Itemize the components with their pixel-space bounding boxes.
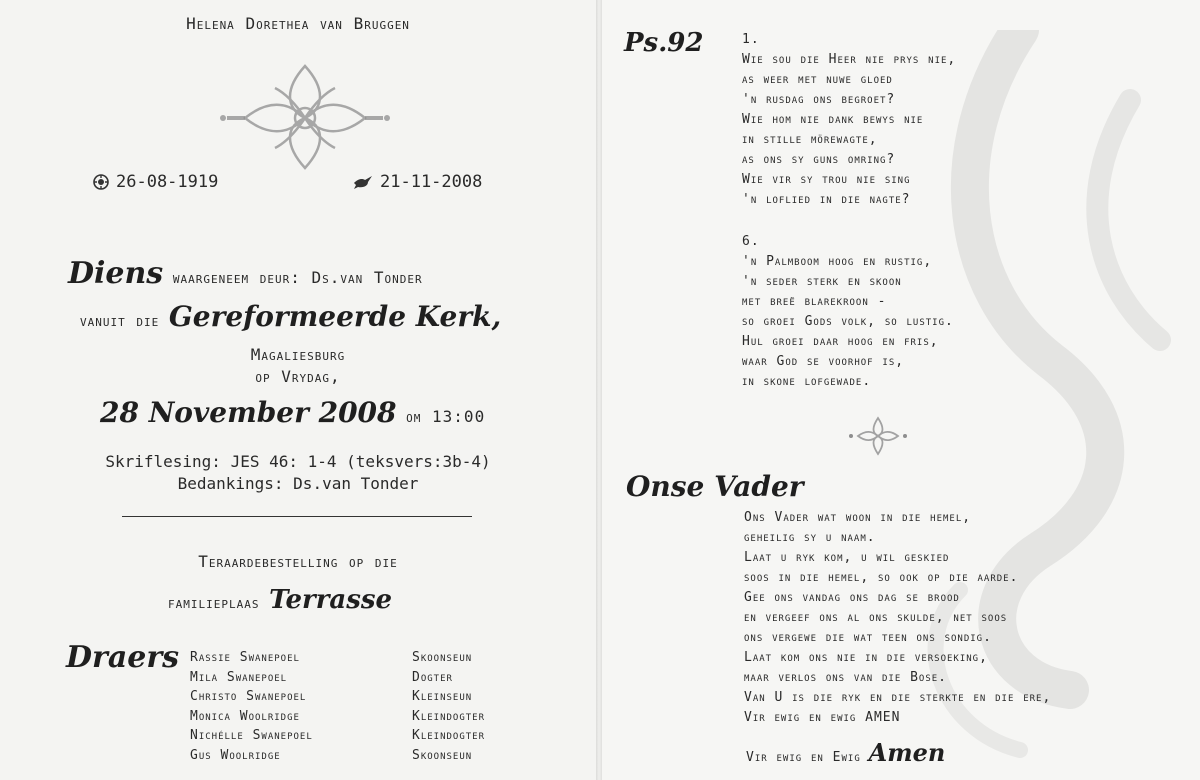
pallbearer-relations bbox=[412, 648, 485, 765]
prayer-line: Gee ons vandag ons dag se brood bbox=[744, 590, 960, 605]
date-script: 28 November 2008 bbox=[100, 396, 397, 429]
list-item: Kleindogter bbox=[412, 708, 486, 724]
list-item: Nichélle Swanepoel bbox=[190, 728, 313, 743]
from-text: vanuit die bbox=[80, 311, 160, 330]
psalm-verse-1 bbox=[742, 30, 956, 210]
list-item: Skoonseun bbox=[412, 747, 473, 763]
pallbearer-names bbox=[190, 648, 313, 765]
list-item: Monica Woolridge bbox=[190, 708, 300, 724]
prayer-line: maar verlos ons van die Bose. bbox=[744, 670, 947, 685]
verse-line: 6. bbox=[742, 234, 760, 249]
prayer-line: en vergeef ons al ons skulde, net soos bbox=[744, 610, 1008, 625]
divider bbox=[122, 516, 472, 517]
verse-line: in skone lofgewade. bbox=[742, 374, 872, 389]
thanks: Bedankings: Ds.van Tonder bbox=[177, 474, 419, 493]
service-script: Diens bbox=[68, 256, 164, 291]
service-text: waargeneem deur: Ds.van Tonder bbox=[172, 268, 423, 287]
verse-line: 'n rusdag ons begroet? bbox=[742, 92, 896, 107]
prayer-line: soos in die hemel, so ook op die aarde. bbox=[744, 570, 1019, 585]
scripture-reading: Skriflesing: JES 46: 1-4 (teksvers:3b-4) bbox=[105, 452, 491, 471]
psalm-label: Ps.92 bbox=[624, 28, 704, 58]
list-item: Rassie Swanepoel bbox=[190, 650, 300, 665]
closing-script: Amen bbox=[868, 738, 946, 767]
ornament-icon bbox=[215, 58, 395, 176]
verse-line: Hul groei daar hoog en fris, bbox=[742, 334, 939, 349]
place: Magaliesburg bbox=[250, 345, 346, 364]
small-ornament-icon bbox=[848, 415, 908, 457]
time-text: om 13:00 bbox=[406, 407, 486, 426]
verse-line: 'n loflied in die nagte? bbox=[742, 192, 911, 207]
list-item: Mila Swanepoel bbox=[190, 669, 288, 685]
verse-line: in stille mörewagte, bbox=[742, 132, 878, 147]
list-item: Gus Woolridge bbox=[190, 747, 281, 763]
death-date-row bbox=[352, 172, 482, 192]
farm-text: familieplaas bbox=[168, 593, 260, 612]
verse-line: 'n seder sterk en skoon bbox=[742, 274, 902, 289]
deceased-name: Helena Dorethea van Bruggen bbox=[186, 14, 410, 33]
verse-line: Wie sou die Heer nie prys nie, bbox=[742, 52, 957, 67]
farm-script: Terrasse bbox=[269, 585, 393, 615]
lords-prayer bbox=[744, 508, 1051, 728]
verse-line: Wie hom nie dank bewys nie bbox=[742, 112, 924, 127]
prayer-line: Ons Vader wat woon in die hemel, bbox=[744, 510, 972, 525]
list-item: Skoonseun bbox=[412, 650, 473, 665]
prayer-line: Van U is die ryk en die sterkte en die ere, bbox=[744, 690, 1052, 705]
church-script: Gereformeerde Kerk, bbox=[168, 300, 502, 333]
farm-row bbox=[168, 585, 392, 615]
birth-date: 26-08-1919 bbox=[116, 172, 219, 192]
verse-line: waar God se voorhof is, bbox=[742, 354, 905, 369]
verse-line: so groei Gods volk, so lustig. bbox=[742, 314, 954, 329]
sun-icon bbox=[92, 173, 110, 191]
pallbearers-label: Draers bbox=[66, 640, 180, 675]
list-item: Kleinseun bbox=[412, 689, 473, 704]
prayer-line: Vir ewig en ewig AMEN bbox=[744, 710, 901, 725]
prayer-line: Laat kom ons nie in die versoeking, bbox=[744, 650, 988, 665]
prayer-line: Laat u ryk kom, u wil geskied bbox=[744, 550, 950, 565]
verse-line: 'n Palmboom hoog en rustig, bbox=[742, 254, 933, 269]
verse-line: as ons sy guns omring? bbox=[742, 152, 896, 167]
date-row bbox=[100, 396, 485, 429]
closing-row bbox=[746, 738, 945, 767]
verse-line: 1. bbox=[742, 32, 760, 47]
psalm-verse-6 bbox=[742, 232, 954, 392]
list-item: Dogter bbox=[412, 669, 453, 685]
birth-date-row bbox=[92, 172, 218, 192]
list-item: Kleindogter bbox=[412, 728, 486, 743]
prayer-line: ons vergewe die wat teen ons sondig. bbox=[744, 630, 992, 645]
verse-line: as weer met nuwe gloed bbox=[742, 72, 893, 87]
church-row bbox=[80, 300, 501, 333]
prayer-label: Onse Vader bbox=[626, 470, 804, 503]
list-item: Christo Swanepoel bbox=[190, 689, 307, 704]
verse-line: met breë blarekroon - bbox=[742, 294, 887, 309]
service-row bbox=[68, 256, 423, 291]
death-date: 21-11-2008 bbox=[380, 172, 483, 192]
burial-text: Teraardebestelling op die bbox=[198, 552, 398, 571]
prayer-line: geheilig sy u naam. bbox=[744, 530, 876, 545]
closing-text: Vir ewig en Ewig bbox=[746, 750, 861, 765]
dove-icon bbox=[352, 173, 374, 191]
day: op Vrydag, bbox=[255, 367, 341, 386]
verse-line: Wie vir sy trou nie sing bbox=[742, 172, 911, 187]
